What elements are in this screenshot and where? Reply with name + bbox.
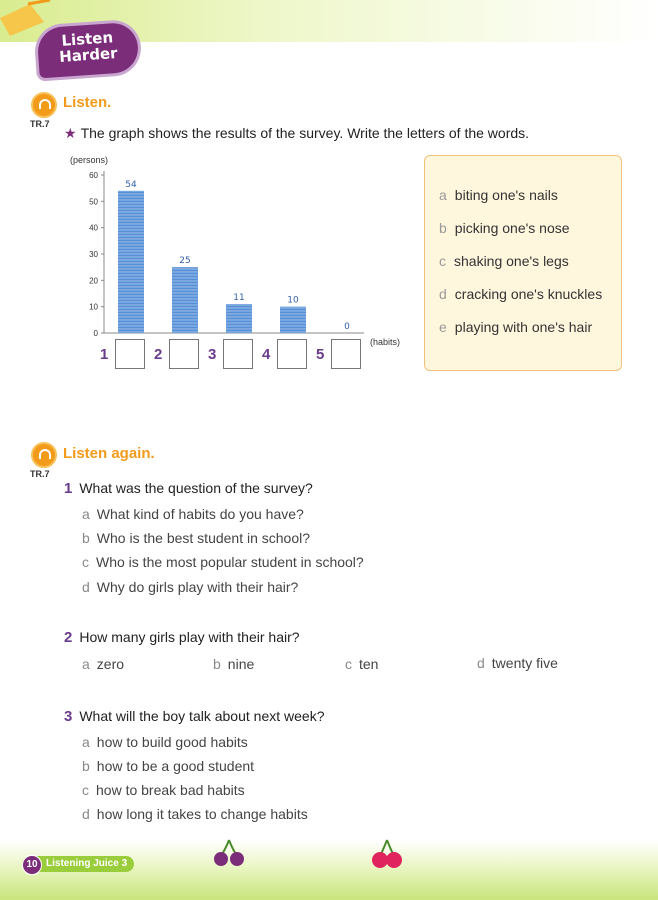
book-title: Listening Juice 3 xyxy=(46,858,128,869)
answer-number: 4 xyxy=(262,346,271,363)
y-tick-label: 50 xyxy=(89,197,98,207)
chart-bar xyxy=(226,304,252,333)
section2-track: TR.7 xyxy=(30,469,50,479)
question-2: 2 How many girls play with their hair? xyxy=(64,629,300,646)
chart-bar xyxy=(280,307,306,333)
choice-1c[interactable]: c Who is the most popular student in school? xyxy=(82,554,364,570)
answer-box[interactable] xyxy=(223,339,253,369)
bar-value-label: 10 xyxy=(287,295,299,306)
option-item: d cracking one's knuckles xyxy=(439,286,603,302)
y-tick-label: 0 xyxy=(93,329,98,338)
star-icon: ★ xyxy=(64,125,77,141)
option-item: e playing with one's hair xyxy=(439,319,593,335)
option-item: c shaking one's legs xyxy=(439,253,569,269)
answer-box[interactable] xyxy=(115,339,145,369)
choice-1b[interactable]: b Who is the best student in school? xyxy=(82,530,311,546)
answer-box[interactable] xyxy=(169,339,199,369)
answer-number: 2 xyxy=(154,346,163,363)
page-number: 10 xyxy=(22,855,42,875)
choice-1a[interactable]: a What kind of habits do you have? xyxy=(82,506,304,522)
choice-2a[interactable]: a zero xyxy=(82,656,125,672)
headphones-icon xyxy=(31,442,57,468)
option-item: a biting one's nails xyxy=(439,187,558,203)
chart-bar xyxy=(118,191,144,333)
bar-value-label: 11 xyxy=(233,293,245,304)
y-tick-label: 10 xyxy=(89,302,98,312)
choice-3c[interactable]: c how to break bad habits xyxy=(82,782,245,798)
headphones-icon xyxy=(31,92,57,118)
section1-title: Listen. xyxy=(63,94,112,111)
option-item: b picking one's nose xyxy=(439,220,570,236)
answer-box[interactable] xyxy=(277,339,307,369)
cherry-icon xyxy=(212,838,246,868)
y-tick-label: 30 xyxy=(89,250,98,259)
badge-line1: Listen xyxy=(60,28,114,50)
answer-box[interactable] xyxy=(331,339,361,369)
chart-bar xyxy=(172,267,198,333)
answer-number: 3 xyxy=(208,346,217,363)
choice-3d[interactable]: d how long it takes to change habits xyxy=(82,806,308,822)
section2-title: Listen again. xyxy=(63,445,155,462)
answer-number: 5 xyxy=(316,346,325,363)
choice-2b[interactable]: b nine xyxy=(213,656,255,672)
question-3: 3 What will the boy talk about next week? xyxy=(64,708,325,725)
y-tick-label: 40 xyxy=(89,223,98,233)
y-tick-label: 20 xyxy=(89,276,98,286)
choice-3b[interactable]: b how to be a good student xyxy=(82,758,255,774)
listen-harder-badge xyxy=(36,22,139,79)
word-options-box xyxy=(424,155,622,371)
section1-track: TR.7 xyxy=(30,119,50,129)
choice-3a[interactable]: a how to build good habits xyxy=(82,734,248,750)
bar-value-label: 25 xyxy=(179,256,191,267)
section1-instruction xyxy=(64,125,529,142)
choice-2d[interactable]: d twenty five xyxy=(477,655,558,671)
question-1: 1 What was the question of the survey? xyxy=(64,480,313,497)
bar-value-label: 0 xyxy=(344,322,350,332)
choice-2c[interactable]: c ten xyxy=(345,656,379,672)
y-axis-label: (persons) xyxy=(70,155,109,165)
y-tick-label: 60 xyxy=(89,171,98,180)
bar-value-label: 54 xyxy=(125,179,137,190)
instruction-text: The graph shows the results of the survey. Write the letters of the words. xyxy=(80,125,530,141)
cherry-icon xyxy=(370,838,404,870)
choice-1d[interactable]: d Why do girls play with their hair? xyxy=(82,579,299,595)
survey-bar-chart xyxy=(60,152,420,352)
badge-line2: Harder xyxy=(58,43,119,67)
x-axis-label: (habits) xyxy=(370,337,401,347)
answer-number: 1 xyxy=(100,346,109,363)
